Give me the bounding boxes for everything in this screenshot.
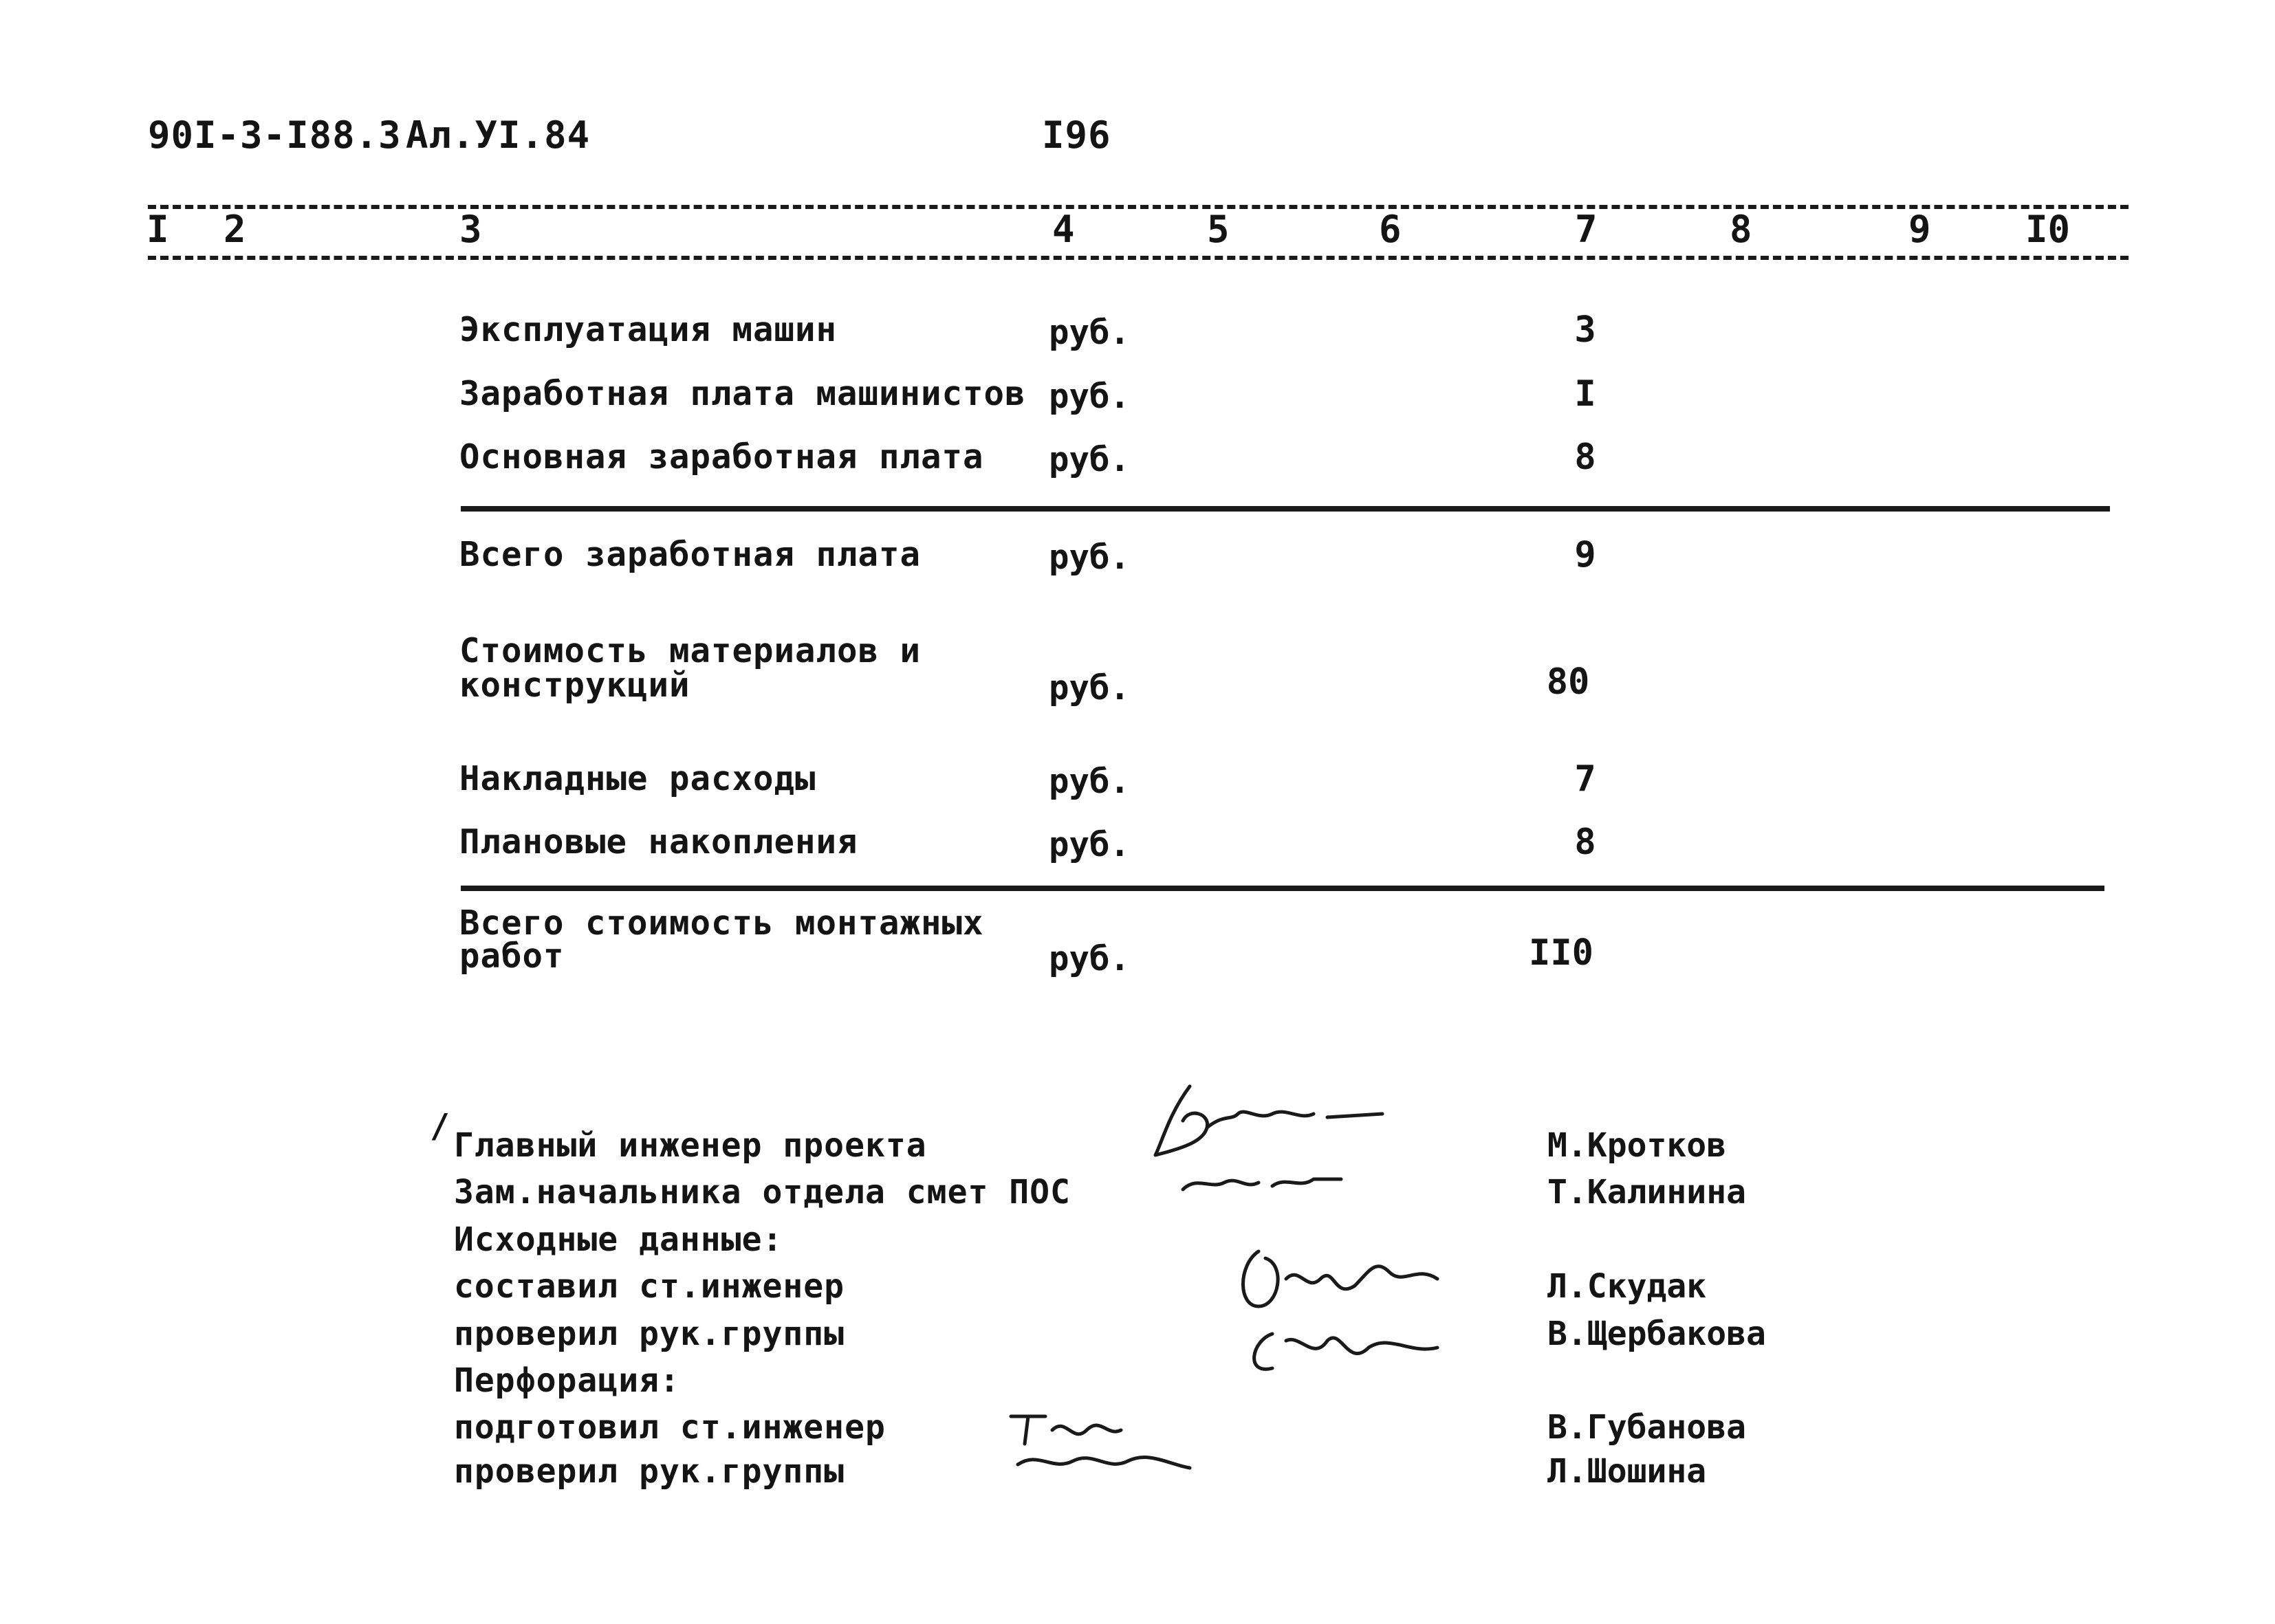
album-number: Ал.УI.84 [406, 113, 591, 157]
row-value: 7 [1574, 758, 1596, 800]
signature-role-checked-by-2: проверил рук.группы [454, 1452, 845, 1491]
row-value: I [1574, 373, 1596, 415]
handwritten-signature [1231, 1238, 1458, 1389]
row-label-operator-wages: Заработная плата машинистов [459, 374, 1026, 413]
signature-tick: / [430, 1107, 450, 1145]
signature-name: В.Губанова [1547, 1408, 1746, 1447]
page-number: I96 [1042, 113, 1111, 157]
column-number-2: 2 [224, 208, 246, 251]
row-unit: руб. [1049, 762, 1131, 801]
signature-name: Т.Калинина [1547, 1173, 1746, 1211]
row-unit: руб. [1049, 377, 1131, 416]
signature-role-deputy-head: Зам.начальника отдела смет ПОС [454, 1173, 1071, 1211]
row-unit: руб. [1049, 939, 1131, 978]
row-label-total-installation-line2: работ [459, 936, 565, 976]
row-unit: руб. [1049, 668, 1131, 707]
total-rule [461, 886, 2104, 891]
column-number-8: 8 [1730, 208, 1752, 251]
row-unit: руб. [1049, 538, 1131, 577]
row-value: 8 [1574, 822, 1596, 863]
signature-name: В.Щербакова [1547, 1315, 1766, 1353]
column-number-4: 4 [1052, 208, 1075, 251]
handwritten-signature [1176, 1162, 1355, 1203]
signature-role-chief-engineer: Главный инженер проекта [454, 1126, 927, 1165]
signature-name: Л.Скудак [1547, 1267, 1707, 1306]
row-unit: руб. [1049, 313, 1131, 352]
row-value: 80 [1546, 661, 1590, 703]
column-number-3: 3 [459, 208, 482, 251]
signature-role-compiled-by: составил ст.инженер [454, 1267, 845, 1306]
handwritten-signature [997, 1403, 1204, 1485]
column-strip-bottom-rule [148, 256, 2129, 260]
row-label-planned-savings: Плановые накопления [459, 822, 858, 862]
signature-role-prepared-by: подготовил ст.инженер [454, 1408, 886, 1447]
signature-role-checked-by: проверил рук.группы [454, 1315, 845, 1353]
column-number-7: 7 [1575, 208, 1598, 251]
row-unit: руб. [1049, 825, 1131, 864]
row-unit: руб. [1049, 440, 1131, 479]
row-value: 8 [1574, 437, 1596, 478]
document-code: 90I-3-I88.3 [148, 113, 402, 157]
row-value: II0 [1529, 932, 1593, 974]
row-label-materials-line1: Стоимость материалов и [459, 631, 922, 670]
section-heading-perforation: Перфорация: [454, 1361, 680, 1400]
row-label-overhead: Накладные расходы [459, 759, 816, 798]
column-number-1: I [146, 208, 169, 251]
row-label-materials-line2: конструкций [459, 666, 690, 705]
column-number-6: 6 [1379, 208, 1402, 251]
signature-name: М.Кротков [1547, 1126, 1727, 1165]
row-label-total-installation-line1: Всего стоимость монтажных [459, 903, 984, 943]
row-value: 9 [1574, 534, 1596, 575]
column-number-10: I0 [2025, 208, 2071, 251]
section-heading-source-data: Исходные данные: [454, 1220, 783, 1259]
column-number-5: 5 [1207, 208, 1230, 251]
column-number-9: 9 [1908, 208, 1931, 251]
row-label-base-wages: Основная заработная плата [459, 437, 984, 476]
subtotal-rule [461, 506, 2110, 512]
row-value: 3 [1574, 309, 1596, 351]
column-strip-top-rule [148, 205, 2129, 209]
row-label-machine-operation: Эксплуатация машин [459, 310, 838, 349]
signature-name: Л.Шошина [1547, 1452, 1707, 1491]
row-label-total-wages: Всего заработная плата [459, 535, 922, 574]
